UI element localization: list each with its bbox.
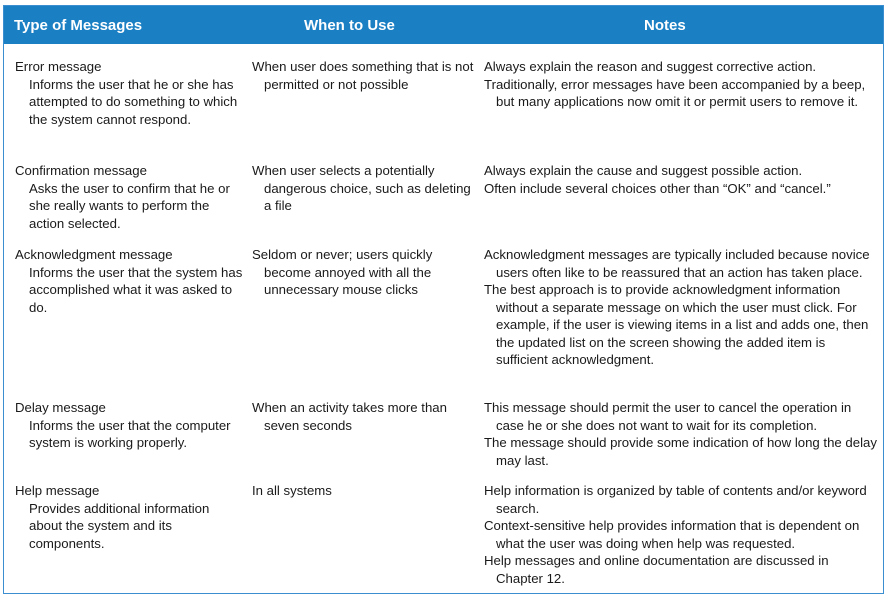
note-item: Traditionally, error messages have been accompanied by a beep, but many applications now omit it or permit users to remove it. [484,76,866,109]
note-item: This message should permit the user to cancel the operation in case he or she does not want to wait for its completion. [484,400,852,433]
when-to-use-text: In all systems [252,483,332,498]
message-type-description: Provides additional information about the system and its components. [29,500,210,551]
when-to-use-text: When an activity takes more than seven seconds [252,400,447,433]
message-type-description: Informs the user that the system has accomplished what it was asked to do. [29,264,243,315]
when-cell [252,482,474,500]
header-notes: Notes [644,17,686,34]
note-item: Help information is organized by table of contents and/or keyword search. [484,483,867,516]
when-to-use-text: When user selects a potentially dangerous choice, such as deleting a file [252,163,471,213]
table-header [4,6,883,44]
type-cell [15,482,245,552]
note-item: Help messages and online documentation are discussed in Chapter 12. [484,553,829,586]
message-type-title: Help message [15,483,100,498]
message-type-title: Delay message [15,400,106,415]
when-to-use-text: When user does something that is not permitted or not possible [252,59,474,92]
note-item: Always explain the reason and suggest corrective action. [484,59,817,74]
note-item: Context-sensitive help provides information that is dependent on what the user was doing when help was requested. [484,518,860,551]
notes-cell [484,58,879,111]
notes-cell [484,482,879,587]
note-item: Acknowledgment messages are typically included because novice users often like to be reassured that an action has taken place. [484,247,870,280]
message-type-title: Error message [15,59,102,74]
messages-table [3,5,884,594]
message-type-title: Confirmation message [15,163,147,178]
when-cell [252,399,474,434]
when-to-use-text: Seldom or never; users quickly become annoyed with all the unnecessary mouse clicks [252,247,433,297]
when-cell [252,58,474,93]
notes-cell [484,162,879,197]
when-cell [252,162,474,215]
note-item: Always explain the cause and suggest possible action. [484,163,803,178]
header-type-of-messages: Type of Messages [14,17,143,34]
type-cell [15,246,245,316]
message-type-description: Informs the user that the computer system is working properly. [29,417,231,450]
note-item: The best approach is to provide acknowledgment information without a separate message on which the user must click. For example, if the user is viewing items in a list and adds one, then the updated list on the screen showing the added item is sufficient acknowledgment. [484,282,869,367]
notes-cell [484,246,879,369]
when-cell [252,246,474,299]
note-item: Often include several choices other than “OK” and “cancel.” [484,180,831,196]
message-type-description: Informs the user that he or she has attempted to do something to which the system cannot respond. [29,76,238,127]
note-item: The message should provide some indication of how long the delay may last. [484,435,877,468]
type-cell [15,58,245,128]
message-type-description: Asks the user to confirm that he or she really wants to perform the action selected. [29,180,230,231]
message-type-title: Acknowledgment message [15,247,173,262]
type-cell [15,399,245,452]
notes-cell [484,399,879,469]
header-when-to-use: When to Use [304,17,395,34]
type-cell [15,162,245,232]
